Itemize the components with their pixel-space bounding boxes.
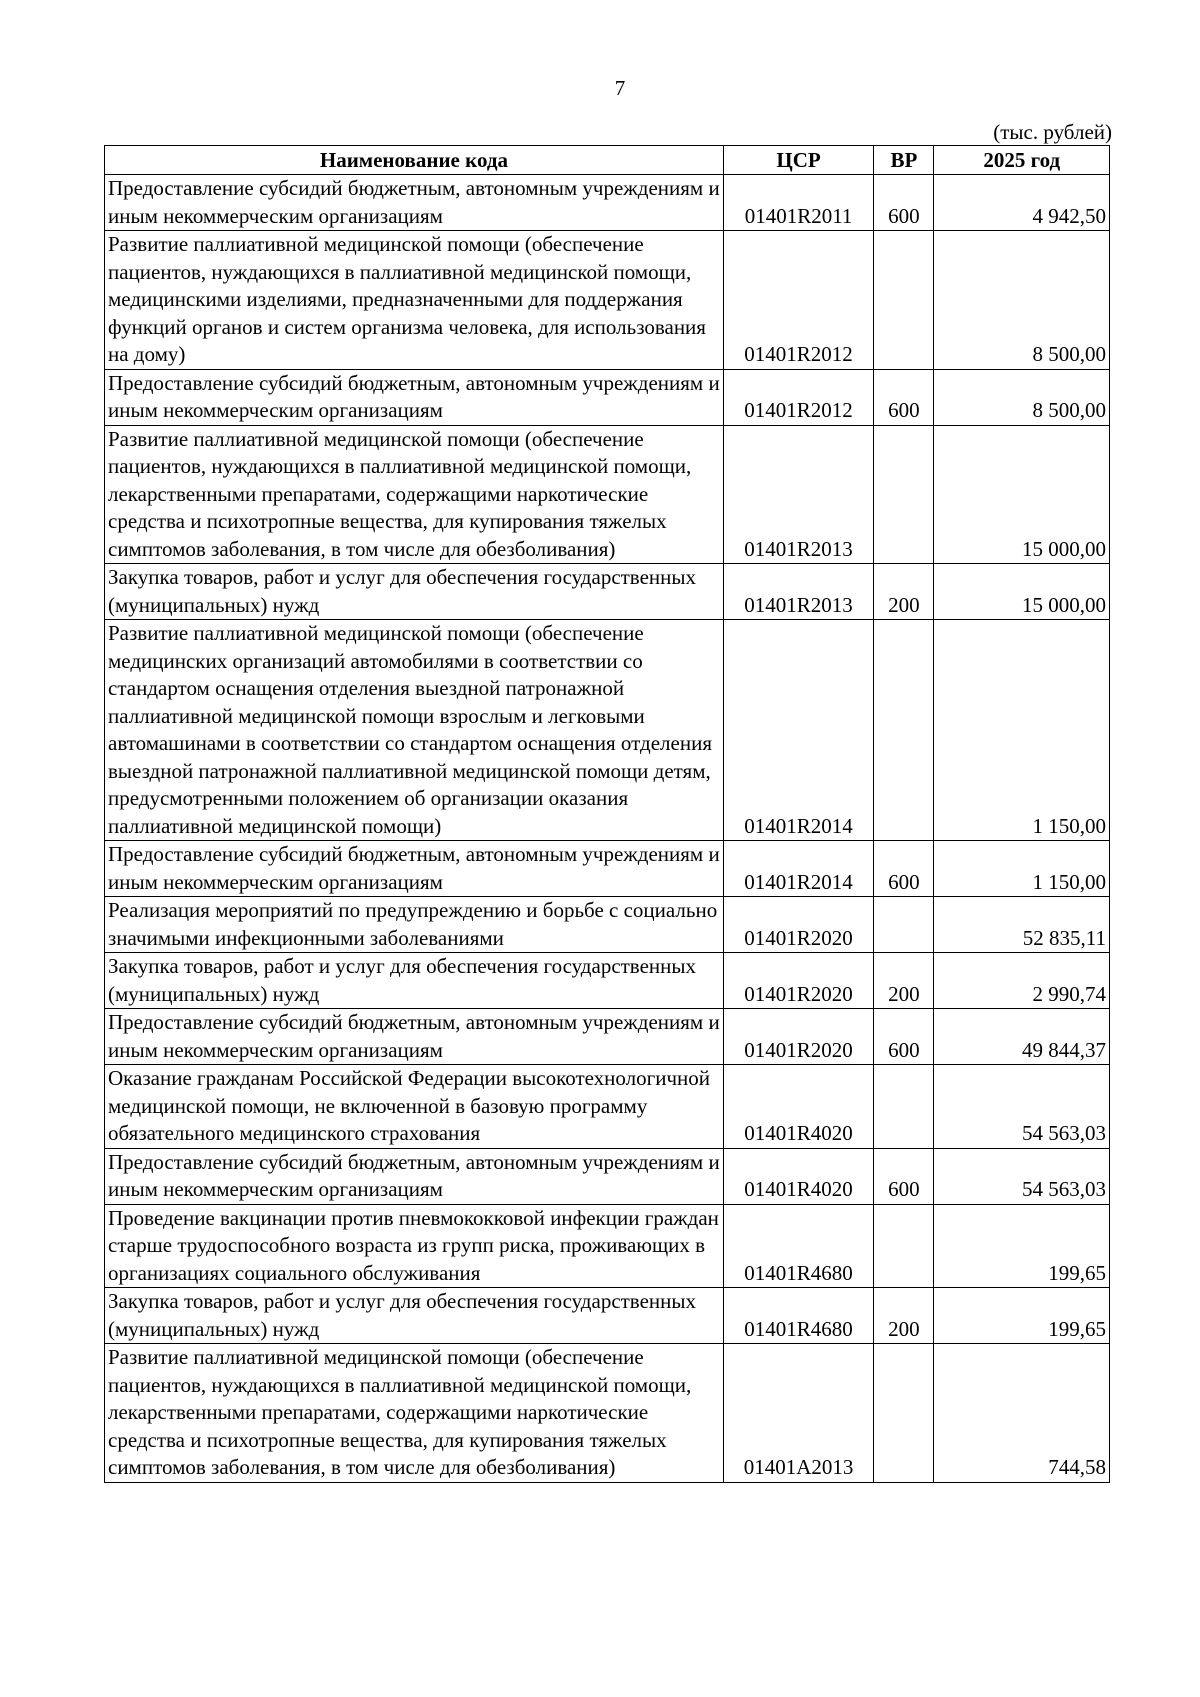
row-name-cell: Предоставление субсидий бюджетным, автономным учреждениям и иным некоммерческим организациям <box>105 369 724 425</box>
column-header-csr: ЦСР <box>723 146 873 175</box>
table-row <box>105 369 1110 425</box>
row-vr-cell: 600 <box>874 175 934 231</box>
table-row <box>105 953 1110 1009</box>
table-row <box>105 1288 1110 1344</box>
row-vr-cell <box>874 1204 934 1288</box>
row-name-cell: Оказание гражданам Российской Федерации высокотехнологичной медицинской помощи, не включенной в базовую программу обязательного медицинского страхования <box>105 1065 724 1149</box>
row-name-cell: Закупка товаров, работ и услуг для обеспечения государственных (муниципальных) нужд <box>105 1288 724 1344</box>
row-vr-cell <box>874 1344 934 1483</box>
row-csr-cell: 01401R2013 <box>723 425 873 564</box>
row-name-cell: Закупка товаров, работ и услуг для обеспечения государственных (муниципальных) нужд <box>105 953 724 1009</box>
row-vr-cell: 200 <box>874 1288 934 1344</box>
table-row <box>105 1009 1110 1065</box>
row-csr-cell: 01401R2020 <box>723 897 873 953</box>
row-amount-cell: 54 563,03 <box>934 1148 1110 1204</box>
row-name-cell: Проведение вакцинации против пневмококковой инфекции граждан старше трудоспособного возраста из групп риска, проживающих в организациях социального обслуживания <box>105 1204 724 1288</box>
row-amount-cell: 54 563,03 <box>934 1065 1110 1149</box>
row-vr-cell: 600 <box>874 1009 934 1065</box>
row-amount-cell: 199,65 <box>934 1288 1110 1344</box>
row-csr-cell: 01401R2013 <box>723 564 873 620</box>
row-name-cell: Предоставление субсидий бюджетным, автономным учреждениям и иным некоммерческим организациям <box>105 841 724 897</box>
row-csr-cell: 01401R2020 <box>723 953 873 1009</box>
table-row <box>105 231 1110 370</box>
table-row <box>105 1148 1110 1204</box>
row-amount-cell: 8 500,00 <box>934 231 1110 370</box>
table-row <box>105 841 1110 897</box>
row-amount-cell: 52 835,11 <box>934 897 1110 953</box>
row-name-cell: Предоставление субсидий бюджетным, автономным учреждениям и иным некоммерческим организациям <box>105 175 724 231</box>
row-vr-cell <box>874 231 934 370</box>
row-name-cell: Развитие паллиативной медицинской помощи (обеспечение пациентов, нуждающихся в паллиативной медицинской помощи, медицинскими изделиями, предназначенными для поддержания функций органов и систем организма человека, для использования на дому) <box>105 231 724 370</box>
row-amount-cell: 1 150,00 <box>934 620 1110 841</box>
row-csr-cell: 01401R2020 <box>723 1009 873 1065</box>
row-name-cell: Развитие паллиативной медицинской помощи (обеспечение медицинских организаций автомобилями в соответствии со стандартом оснащения отделения выездной патронажной паллиативной медицинской помощи взрослым и легковыми автомашинами в соответствии со стандартом оснащения отделения выездной патронажной паллиативной медицинской помощи детям, предусмотренными положением об организации оказания паллиативной медицинской помощи) <box>105 620 724 841</box>
table-row <box>105 1204 1110 1288</box>
row-amount-cell: 199,65 <box>934 1204 1110 1288</box>
row-csr-cell: 01401R4680 <box>723 1288 873 1344</box>
table-row <box>105 175 1110 231</box>
column-header-year: 2025 год <box>934 146 1110 175</box>
row-csr-cell: 01401R2012 <box>723 231 873 370</box>
table-header-row <box>105 146 1110 175</box>
row-csr-cell: 01401R2014 <box>723 620 873 841</box>
table-row <box>105 564 1110 620</box>
row-vr-cell: 600 <box>874 1148 934 1204</box>
row-amount-cell: 15 000,00 <box>934 564 1110 620</box>
row-vr-cell <box>874 1065 934 1149</box>
row-amount-cell: 2 990,74 <box>934 953 1110 1009</box>
units-label: (тыс. рублей) <box>993 120 1112 144</box>
row-vr-cell <box>874 425 934 564</box>
table-row <box>105 620 1110 841</box>
table-row <box>105 897 1110 953</box>
row-csr-cell: 01401A2013 <box>723 1344 873 1483</box>
row-vr-cell <box>874 620 934 841</box>
row-csr-cell: 01401R2011 <box>723 175 873 231</box>
row-amount-cell: 1 150,00 <box>934 841 1110 897</box>
page-number: 7 <box>614 76 626 100</box>
row-amount-cell: 8 500,00 <box>934 369 1110 425</box>
row-vr-cell: 600 <box>874 369 934 425</box>
row-amount-cell: 744,58 <box>934 1344 1110 1483</box>
row-csr-cell: 01401R4020 <box>723 1148 873 1204</box>
column-header-vr: ВР <box>874 146 934 175</box>
table-row <box>105 1344 1110 1483</box>
row-csr-cell: 01401R4680 <box>723 1204 873 1288</box>
row-csr-cell: 01401R2012 <box>723 369 873 425</box>
budget-table <box>104 145 1110 1483</box>
row-csr-cell: 01401R4020 <box>723 1065 873 1149</box>
table-row <box>105 425 1110 564</box>
row-vr-cell: 200 <box>874 564 934 620</box>
table-row <box>105 1065 1110 1149</box>
row-amount-cell: 49 844,37 <box>934 1009 1110 1065</box>
row-vr-cell: 600 <box>874 841 934 897</box>
row-name-cell: Развитие паллиативной медицинской помощи (обеспечение пациентов, нуждающихся в паллиативной медицинской помощи, лекарственными препаратами, содержащими наркотические средства и психотропные вещества, для купирования тяжелых симптомов заболевания, в том числе для обезболивания) <box>105 1344 724 1483</box>
row-name-cell: Предоставление субсидий бюджетным, автономным учреждениям и иным некоммерческим организациям <box>105 1009 724 1065</box>
row-name-cell: Реализация мероприятий по предупреждению и борьбе с социально значимыми инфекционными заболеваниями <box>105 897 724 953</box>
row-amount-cell: 4 942,50 <box>934 175 1110 231</box>
row-amount-cell: 15 000,00 <box>934 425 1110 564</box>
row-name-cell: Предоставление субсидий бюджетным, автономным учреждениям и иным некоммерческим организациям <box>105 1148 724 1204</box>
row-name-cell: Закупка товаров, работ и услуг для обеспечения государственных (муниципальных) нужд <box>105 564 724 620</box>
column-header-name: Наименование кода <box>105 146 724 175</box>
row-vr-cell: 200 <box>874 953 934 1009</box>
row-csr-cell: 01401R2014 <box>723 841 873 897</box>
row-vr-cell <box>874 897 934 953</box>
row-name-cell: Развитие паллиативной медицинской помощи (обеспечение пациентов, нуждающихся в паллиативной медицинской помощи, лекарственными препаратами, содержащими наркотические средства и психотропные вещества, для купирования тяжелых симптомов заболевания, в том числе для обезболивания) <box>105 425 724 564</box>
